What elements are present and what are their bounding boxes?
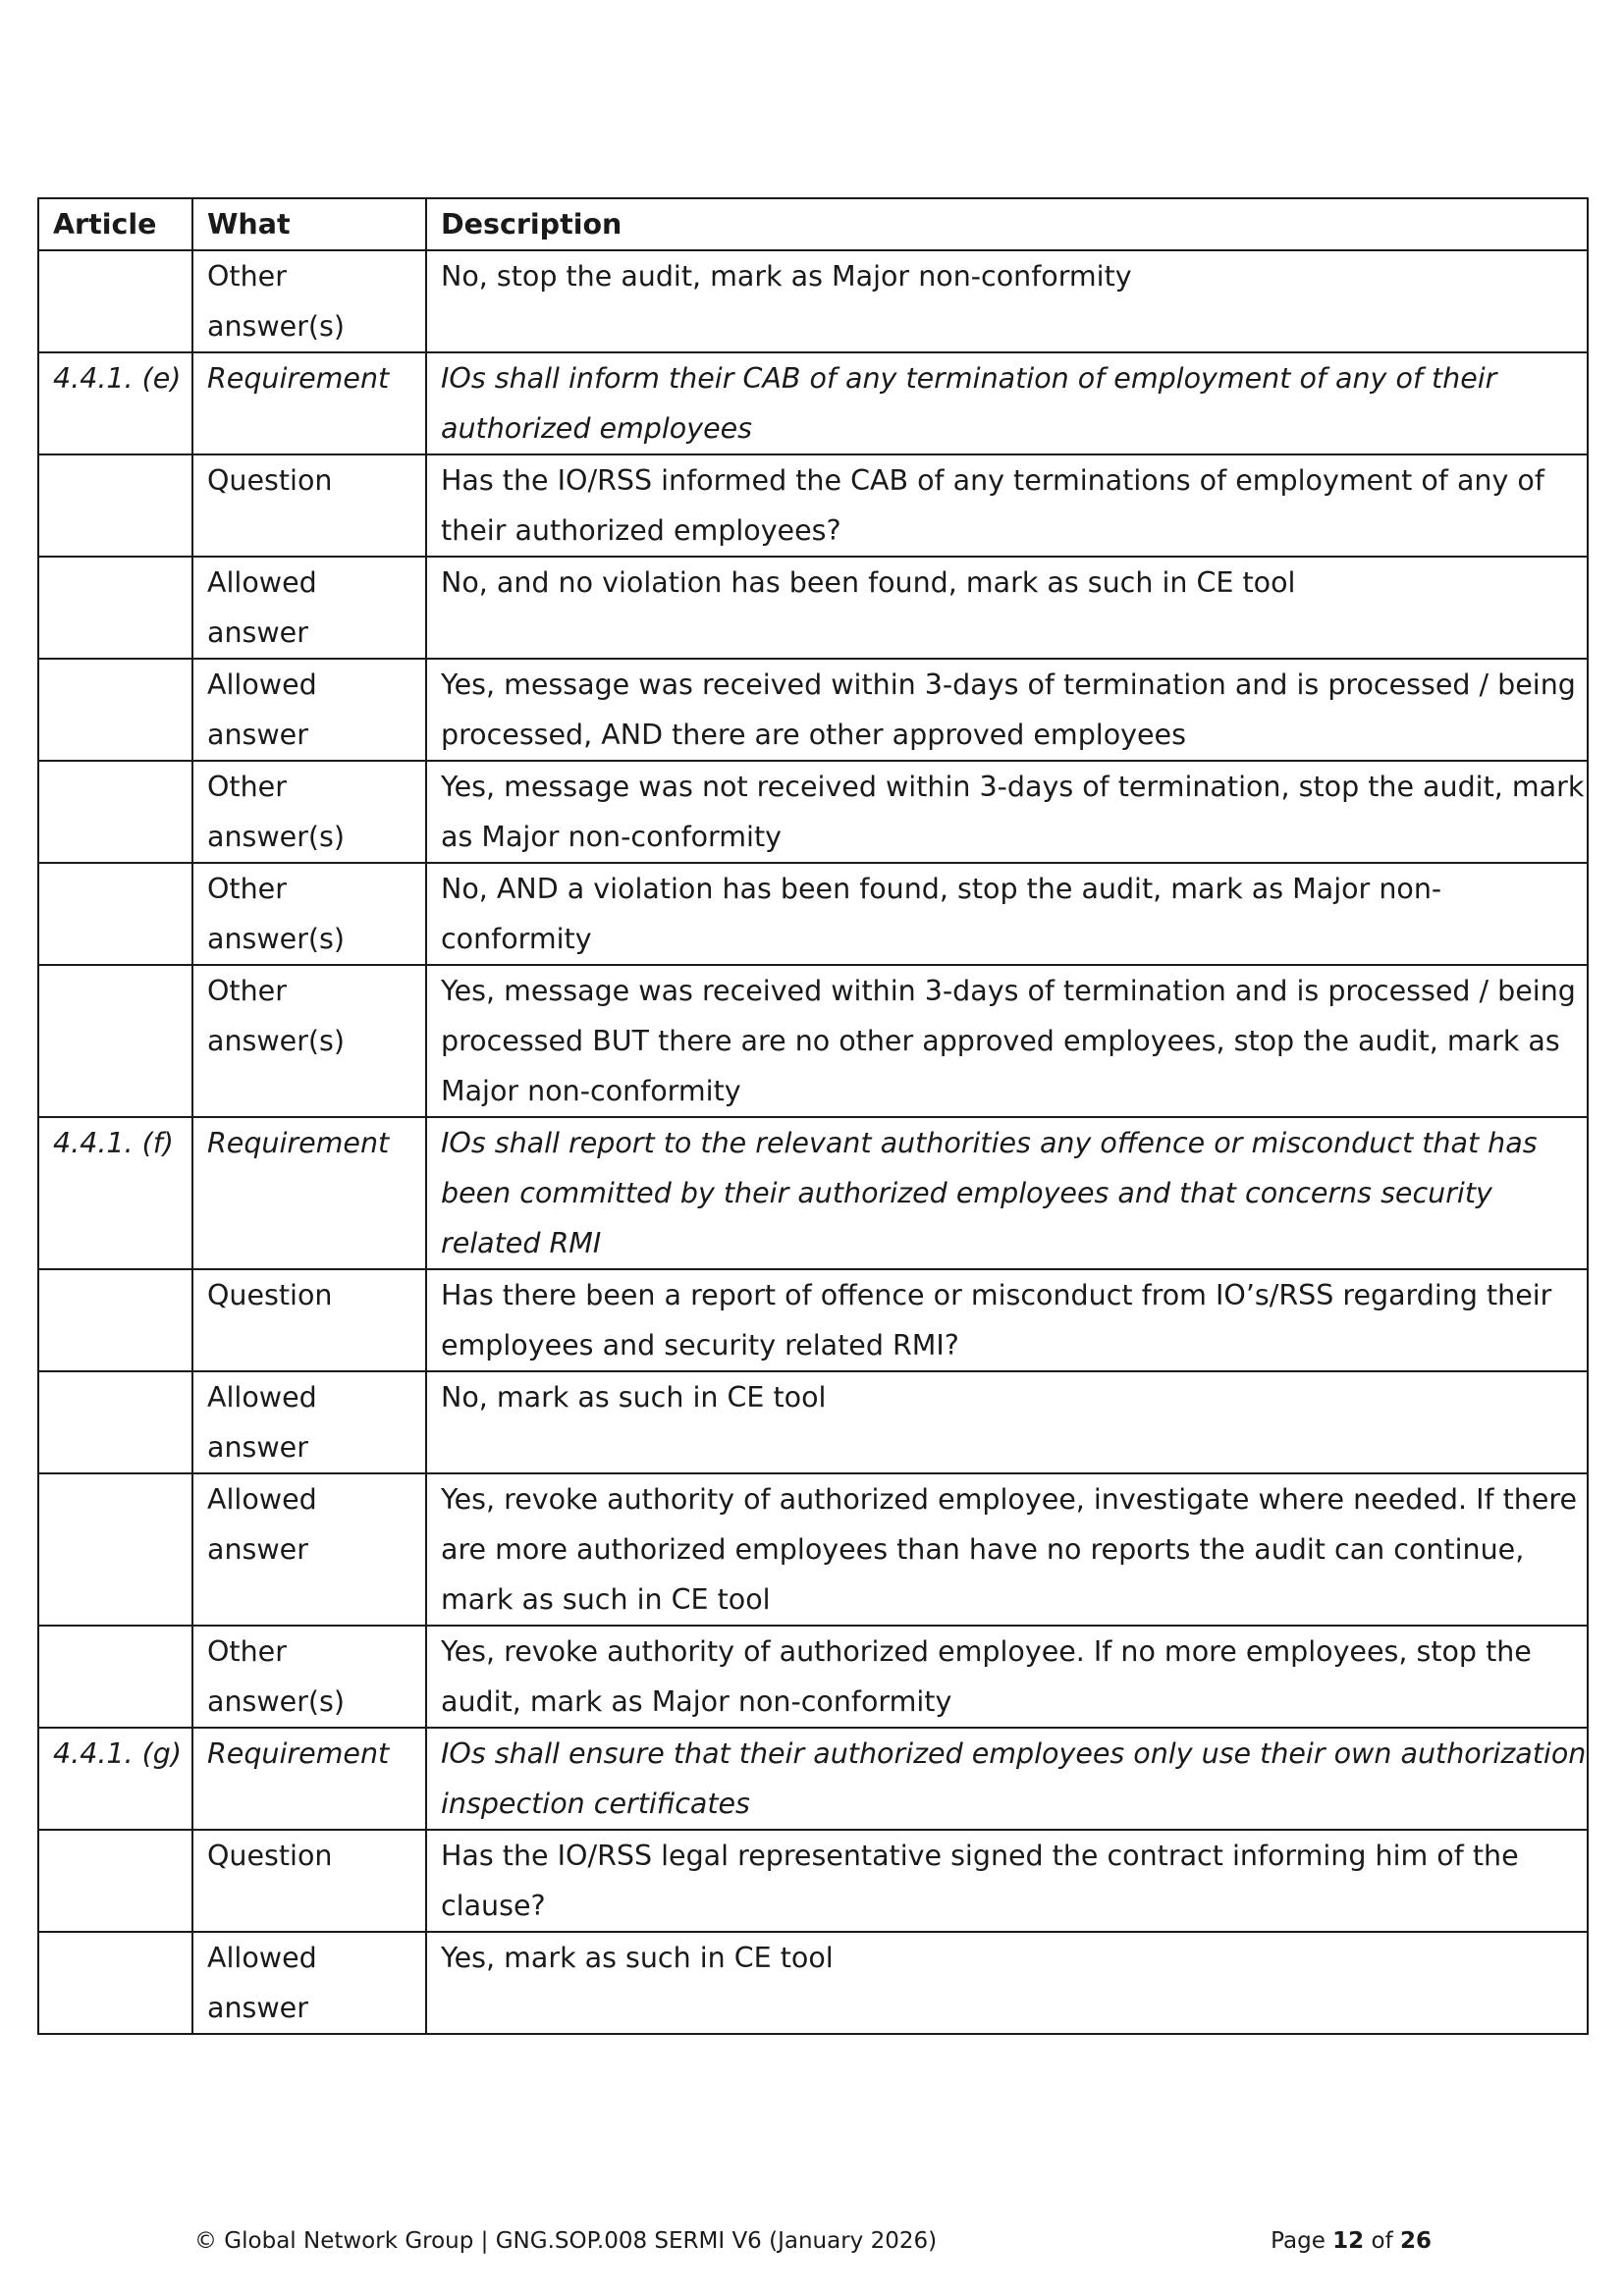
cell-what: Question (192, 1269, 426, 1371)
cell-what: Other answer(s) (192, 863, 426, 965)
cell-what: Requirement (192, 352, 426, 454)
cell-article (38, 1932, 192, 2034)
cell-what: Other answer(s) (192, 761, 426, 863)
table-row (38, 1473, 1588, 1626)
cell-description: No, stop the audit, mark as Major non-conformity (426, 250, 1588, 352)
cell-description: Has there been a report of offence or misconduct from IO’s/RSS regarding their employees and security related RMI? (426, 1269, 1588, 1371)
cell-what: Allowed answer (192, 1371, 426, 1473)
cell-article (38, 1371, 192, 1473)
table-row (38, 1269, 1588, 1371)
cell-description: Yes, mark as such in CE tool (426, 1932, 1588, 2034)
cell-article: 4.4.1. (f) (38, 1117, 192, 1269)
total-page-count: 26 (1399, 2228, 1432, 2254)
header-what: What (192, 198, 426, 250)
cell-what: Allowed answer (192, 659, 426, 761)
table-row (38, 761, 1588, 863)
table-row (38, 1932, 1588, 2034)
cell-description: No, AND a violation has been found, stop the audit, mark as Major non-conformity (426, 863, 1588, 965)
requirements-table (37, 197, 1589, 2035)
table-row (38, 1626, 1588, 1728)
cell-description: Yes, revoke authority of authorized employee. If no more employees, stop the audit, mark as Major non-conformity (426, 1626, 1588, 1728)
cell-article (38, 557, 192, 659)
page-label: Page (1271, 2228, 1326, 2254)
cell-article (38, 1626, 192, 1728)
header-article: Article (38, 198, 192, 250)
cell-description: No, mark as such in CE tool (426, 1371, 1588, 1473)
table-row (38, 250, 1588, 352)
cell-article (38, 1269, 192, 1371)
cell-description: Yes, message was not received within 3-days of termination, stop the audit, mark as Major non-conformity (426, 761, 1588, 863)
table-row (38, 454, 1588, 557)
cell-article (38, 1830, 192, 1932)
cell-what: Question (192, 454, 426, 557)
table-row (38, 557, 1588, 659)
cell-article (38, 454, 192, 557)
cell-article (38, 863, 192, 965)
cell-article (38, 1473, 192, 1626)
cell-article (38, 761, 192, 863)
table-row-requirement (38, 1117, 1588, 1269)
table-row-requirement (38, 1728, 1588, 1830)
table-header-row (38, 198, 1588, 250)
table-row-requirement (38, 352, 1588, 454)
page-number-indicator (1271, 2226, 1432, 2256)
cell-description: Has the IO/RSS informed the CAB of any terminations of employment of any of their authorized employees? (426, 454, 1588, 557)
cell-description: IOs shall inform their CAB of any termination of employment of any of their authorized employees (426, 352, 1588, 454)
cell-description: Yes, message was received within 3-days of termination and is processed / being processed, AND there are other approved employees (426, 659, 1588, 761)
cell-article: 4.4.1. (e) (38, 352, 192, 454)
cell-what: Other answer(s) (192, 250, 426, 352)
cell-article (38, 965, 192, 1117)
cell-what: Question (192, 1830, 426, 1932)
footer-copyright: © Global Network Group | GNG.SOP.008 SERMI V6 (January 2026) (194, 2228, 938, 2254)
table-row (38, 1830, 1588, 1932)
cell-description: No, and no violation has been found, mark as such in CE tool (426, 557, 1588, 659)
cell-what: Requirement (192, 1728, 426, 1830)
table-row (38, 659, 1588, 761)
current-page-number: 12 (1332, 2228, 1365, 2254)
header-description: Description (426, 198, 1588, 250)
cell-description: Yes, message was received within 3-days of termination and is processed / being processed BUT there are no other approved employees, stop the audit, mark as Major non-conformity (426, 965, 1588, 1117)
table-row (38, 1371, 1588, 1473)
cell-what: Other answer(s) (192, 1626, 426, 1728)
cell-article (38, 250, 192, 352)
table-row (38, 965, 1588, 1117)
cell-description: Yes, revoke authority of authorized employee, investigate where needed. If there are more authorized employees than have no reports the audit can continue, mark as such in CE tool (426, 1473, 1588, 1626)
table-row (38, 863, 1588, 965)
cell-what: Requirement (192, 1117, 426, 1269)
cell-what: Allowed answer (192, 1473, 426, 1626)
cell-what: Allowed answer (192, 1932, 426, 2034)
cell-what: Other answer(s) (192, 965, 426, 1117)
cell-description: IOs shall ensure that their authorized employees only use their own authorization inspection certificates (426, 1728, 1588, 1830)
of-label: of (1371, 2228, 1393, 2254)
cell-what: Allowed answer (192, 557, 426, 659)
cell-article (38, 659, 192, 761)
cell-article: 4.4.1. (g) (38, 1728, 192, 1830)
cell-description: IOs shall report to the relevant authorities any offence or misconduct that has been committed by their authorized employees and that concerns security related RMI (426, 1117, 1588, 1269)
cell-description: Has the IO/RSS legal representative signed the contract informing him of the clause? (426, 1830, 1588, 1932)
